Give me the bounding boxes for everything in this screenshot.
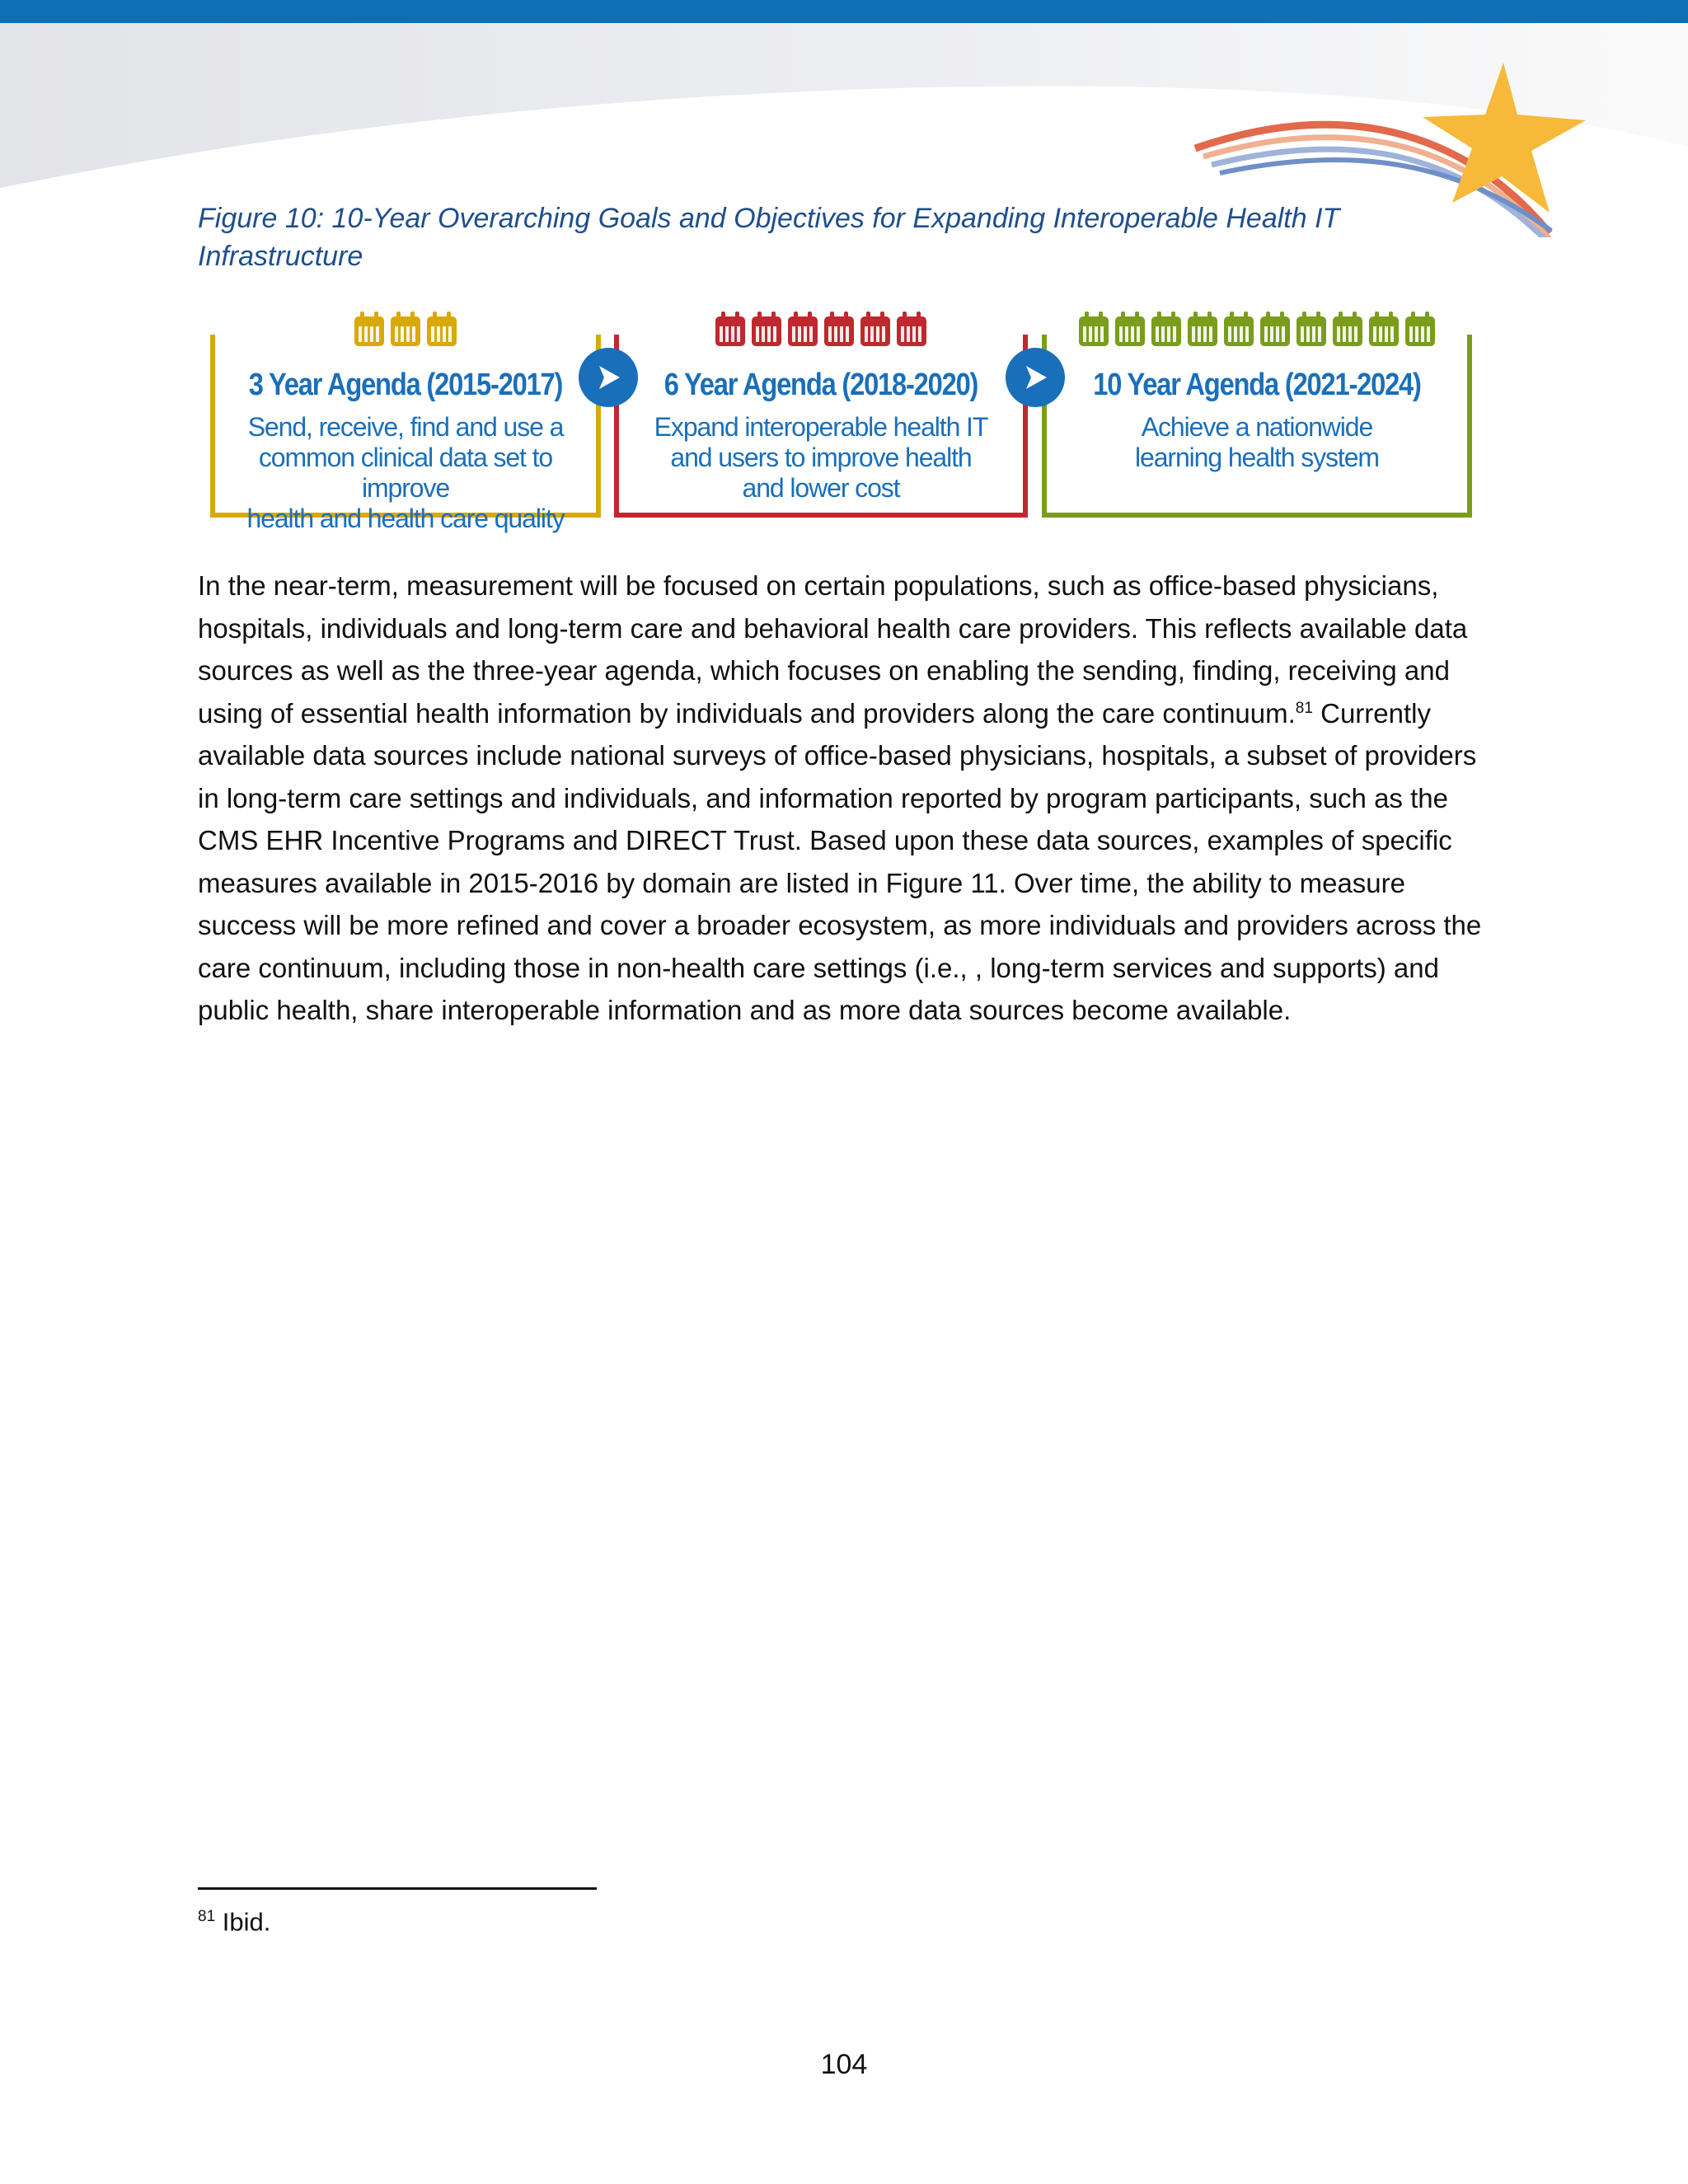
calendar-icons: [1072, 316, 1442, 346]
calendar-icon: [1079, 316, 1109, 346]
footnote: [198, 1900, 270, 1938]
calendar-icons: [709, 316, 933, 346]
calendar-icon: [752, 316, 781, 346]
footnote-reference[interactable]: 81: [1295, 699, 1313, 717]
calendar-icon: [1296, 316, 1326, 346]
calendar-icon: [1115, 316, 1145, 346]
calendar-icon: [897, 316, 926, 346]
page-number: 104: [820, 2049, 868, 2080]
agenda-description: Achieve a nationwide learning health system: [1135, 412, 1379, 472]
body-paragraph: [198, 565, 1500, 1032]
calendar-icon: [1405, 316, 1435, 346]
calendar-icon: [1333, 316, 1362, 346]
header-bar: [0, 0, 1688, 23]
agenda-title: 3 Year Agenda (2015-2017): [248, 368, 563, 402]
calendar-icon: [391, 316, 420, 346]
figure-caption: [198, 199, 1418, 275]
footnote-divider: [198, 1887, 597, 1890]
arrow-right-icon: [579, 348, 638, 407]
agenda-description: Expand interoperable health IT and users to improve health and lower cost: [654, 412, 988, 503]
footnote-text: Ibid.: [215, 1907, 271, 1937]
arrow-right-icon: [1006, 348, 1065, 407]
paragraph-text: In the near-term, measurement will be focused on certain populations, such as office-based physicians, hospitals, individuals and long-term care and behavioral health care providers. This reflects available data sources as well as the three-year agenda, which focuses on enabling the sending, finding, receiving and using of essential health information by individuals and providers along the care continuum.: [198, 570, 1468, 729]
calendar-icon: [715, 316, 745, 346]
calendar-icon: [1260, 316, 1290, 346]
figure-caption-line-2: Infrastructure: [198, 241, 363, 272]
calendar-icons: [348, 316, 463, 346]
agenda-title: 6 Year Agenda (2018-2020): [663, 368, 978, 402]
calendar-icon: [1188, 316, 1217, 346]
agenda-timeline: [198, 312, 1484, 533]
calendar-icon: [788, 316, 818, 346]
calendar-icon: [427, 316, 457, 346]
calendar-icon: [354, 316, 384, 346]
calendar-icon: [1151, 316, 1181, 346]
agenda-box-10-year: [1042, 335, 1472, 518]
calendar-icon: [1369, 316, 1399, 346]
calendar-icon: [860, 316, 890, 346]
footnote-number: 81: [198, 1908, 216, 1925]
agenda-description: Send, receive, find and use a common clinical data set to improve health and health care quality: [246, 412, 565, 533]
paragraph-text-continued: Currently available data sources include national surveys of office-based physicians, hospitals, a subset of providers in long-term care settings and individuals, and information reported by program participants, such as the CMS EHR Incentive Programs and DIRECT Trust. Based upon these data sources, examples of specific measures available in 2015-2016 by domain are listed in Figure 11. Over time, the ability to measure success will be more refined and cover a broader ecosystem, as more individuals and providers across the care continuum, including those in non-health care settings (i.e., , long-term services and supports) and public health, share interoperable information and as more data sources become available.: [198, 697, 1482, 1025]
calendar-icon: [824, 316, 854, 346]
agenda-title: 10 Year Agenda (2021-2024): [1093, 368, 1421, 402]
calendar-icon: [1224, 316, 1254, 346]
figure-caption-line-1: Figure 10: 10-Year Overarching Goals and Objectives for Expanding Interoperable Health IT: [198, 203, 1340, 234]
agenda-box-3-year: [210, 335, 601, 533]
agenda-box-6-year: [614, 335, 1028, 518]
